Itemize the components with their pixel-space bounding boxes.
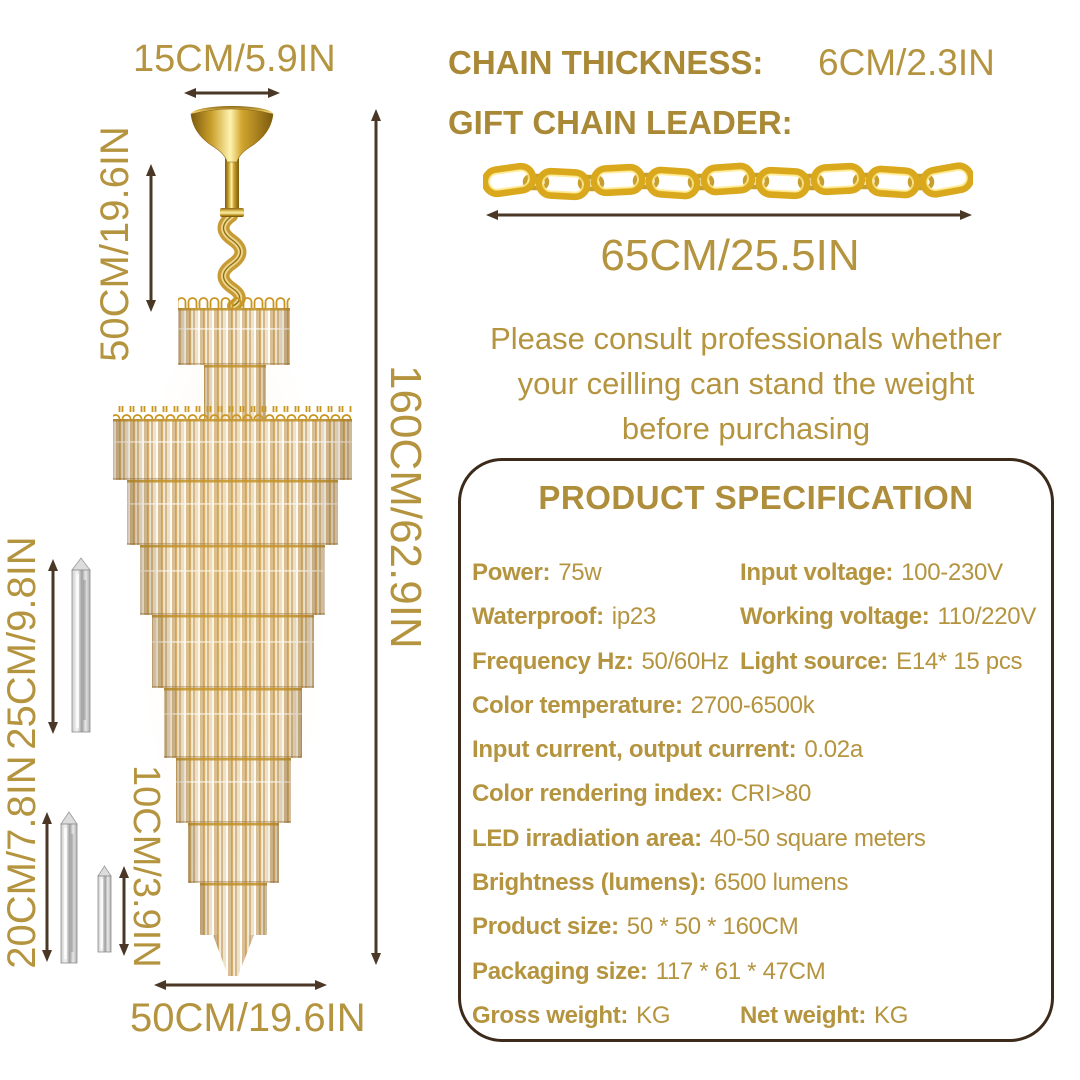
chain-length-value: 65CM/25.5IN (600, 231, 860, 280)
spec-label: Frequency Hz: (472, 647, 634, 675)
spec-value: ip23 (611, 603, 656, 631)
spec-row (472, 728, 1050, 772)
spec-label: Product size: (472, 913, 619, 941)
spec-cell (740, 551, 1003, 595)
warning-line: before purchasing (621, 411, 871, 446)
spec-value: 2700-6500k (690, 691, 815, 719)
spec-value: 50 * 50 * 160CM (626, 913, 799, 941)
crystal-rod-medium (61, 812, 77, 963)
spec-row (472, 950, 1050, 994)
spec-label: Gross weight: (472, 1001, 629, 1029)
spec-row (472, 861, 1050, 905)
spec-label: Color rendering index: (472, 780, 723, 808)
spec-row (472, 772, 1050, 816)
dim-crystal-small: 10CM/3.9IN (125, 765, 167, 968)
spec-value: CRI>80 (730, 780, 812, 808)
spec-cell (472, 551, 601, 595)
crystal-large-arrow (46, 558, 60, 735)
spec-label: Net weight: (740, 1001, 867, 1029)
spec-label: LED irradiation area: (472, 824, 702, 852)
chandelier-tip (213, 935, 254, 976)
dim-canopy-width: 15CM/5.9IN (133, 38, 336, 80)
spec-value: 75w (558, 559, 602, 586)
body-width-arrow (153, 978, 328, 992)
spec-label: Light source: (740, 647, 889, 675)
spec-value: 50/60Hz (641, 647, 729, 675)
spec-label: Color temperature: (472, 691, 683, 719)
spec-label: Waterproof: (472, 603, 604, 631)
dim-chain-drop: 50CM/19.6IN (93, 126, 137, 362)
spec-row (472, 994, 1050, 1038)
spec-cell (740, 994, 908, 1038)
crystal-rod-small (98, 866, 111, 952)
spec-row (472, 551, 1050, 595)
chain-thickness-label: CHAIN THICKNESS: (448, 44, 764, 81)
chain-drop-arrow (144, 163, 158, 313)
spec-value: 6500 lumens (714, 869, 849, 897)
warning-note (450, 316, 1042, 451)
spec-row (472, 905, 1050, 949)
dim-crystal-medium: 20CM/7.8IN (0, 755, 44, 969)
spec-label: Brightness (lumens): (472, 869, 707, 897)
dim-body-width: 50CM/19.6IN (130, 996, 366, 1040)
chandelier-canopy (191, 106, 273, 217)
spec-cell (472, 950, 825, 994)
gold-chain-graphic (483, 158, 973, 204)
spec-label: Working voltage: (740, 603, 930, 631)
spec-value: KG (636, 1001, 671, 1029)
spec-cell (472, 684, 814, 728)
spec-value: 117 * 61 * 47CM (655, 957, 826, 985)
spec-cell (472, 728, 863, 772)
spec-rows (472, 551, 1050, 1038)
spec-label: Input voltage: (740, 559, 894, 586)
spec-row (472, 817, 1050, 861)
spec-row (472, 684, 1050, 728)
crystal-rod-samples (55, 550, 125, 970)
dim-crystal-large: 25CM/9.8IN (0, 536, 44, 750)
warning-line: Please consult professionals whether (490, 321, 1002, 356)
spec-title: PRODUCT SPECIFICATION (538, 479, 974, 516)
spec-label: Power: (472, 559, 551, 586)
spec-value: E14* 15 pcs (896, 647, 1023, 675)
spec-cell (472, 595, 656, 639)
spec-value: 110/220V (937, 603, 1037, 631)
chandelier-tier (200, 883, 267, 935)
spec-cell (472, 640, 729, 684)
spec-cell (740, 640, 1022, 684)
spec-cell (472, 772, 811, 816)
crystal-rod-large (72, 558, 90, 732)
spec-row (472, 595, 1050, 639)
spec-value: 0.02a (804, 736, 863, 764)
spec-cell (472, 994, 670, 1038)
spec-cell (472, 905, 798, 949)
chain-length-arrow (485, 208, 973, 222)
canopy-width-arrow (183, 86, 281, 100)
spec-cell (472, 817, 926, 861)
spec-label: Input current, output current: (472, 736, 797, 764)
gift-chain-leader-label: GIFT CHAIN LEADER: (448, 104, 793, 141)
spec-cell (740, 595, 1036, 639)
spec-cell (472, 861, 848, 905)
spec-label: Packaging size: (472, 957, 648, 985)
chain-thickness-value: 6CM/2.3IN (818, 42, 995, 83)
spec-value: 40-50 square meters (709, 824, 926, 852)
spec-value: 100-230V (901, 559, 1003, 586)
spec-value: KG (874, 1001, 909, 1029)
dim-total-height: 160CM/62.9IN (381, 365, 430, 649)
spec-row (472, 640, 1050, 684)
warning-line: your ceilling can stand the weight (517, 366, 975, 401)
